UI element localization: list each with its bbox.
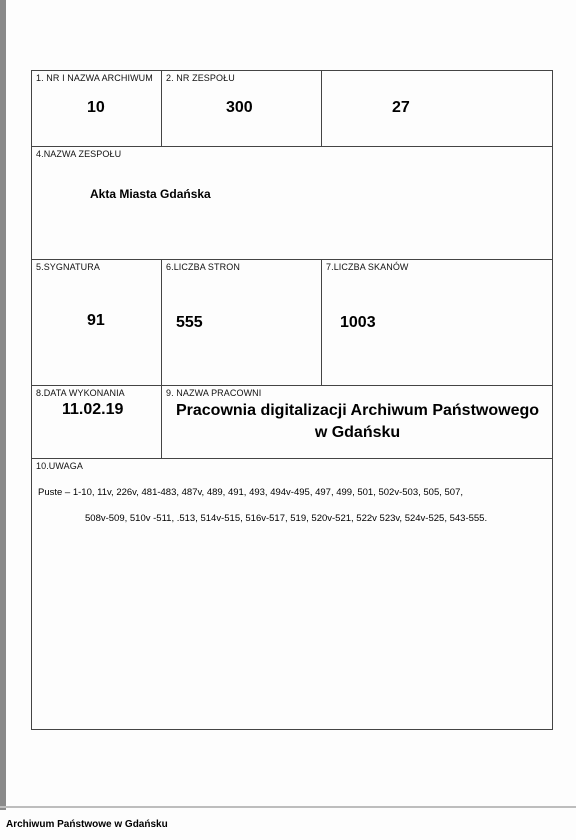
scans-value: 1003 bbox=[340, 314, 376, 331]
fond-number-label: 2. NR ZESPOŁU bbox=[166, 73, 235, 83]
signature-value: 91 bbox=[87, 312, 105, 329]
remarks-line1: Puste – 1-10, 11v, 226v, 481-483, 487v, 489, 491, 493, 494v-495, 497, 499, 501, 502v-503, 505, 507, bbox=[38, 487, 464, 498]
workshop-cell bbox=[162, 386, 553, 459]
date-value: 11.02.19 bbox=[62, 401, 124, 418]
archive-label: 1. NR I NAZWA ARCHIWUM bbox=[36, 73, 153, 83]
fond-name-cell bbox=[32, 147, 553, 260]
workshop-name bbox=[166, 400, 549, 444]
fond-name-label: 4.NAZWA ZESPOŁU bbox=[36, 149, 122, 159]
fond-number-value: 300 bbox=[226, 99, 253, 116]
signature-cell bbox=[32, 260, 162, 386]
metadata-form bbox=[31, 70, 553, 730]
fond-number-extra-cell bbox=[322, 71, 553, 147]
fond-number-cell bbox=[162, 71, 322, 147]
date-cell bbox=[32, 386, 162, 459]
fond-number-extra-value: 27 bbox=[392, 99, 410, 116]
signature-label: 5.SYGNATURA bbox=[36, 262, 100, 272]
pages-value: 555 bbox=[176, 314, 203, 331]
date-label: 8.DATA WYKONANIA bbox=[36, 388, 125, 398]
workshop-name-line1: Pracownia digitalizacji Archiwum Państwowego bbox=[175, 402, 540, 419]
workshop-label: 9. NAZWA PRACOWNI bbox=[166, 388, 262, 398]
scan-edge-bottom bbox=[0, 806, 576, 808]
remarks-line2: 508v-509, 510v -511, .513, 514v-515, 516v-517, 519, 520v-521, 522v 523v, 524v-525, 543-555. bbox=[85, 513, 488, 524]
scans-label: 7.LICZBA SKANÓW bbox=[326, 262, 409, 272]
workshop-name-line2: w Gdańsku bbox=[314, 424, 401, 441]
scan-edge-left bbox=[0, 0, 6, 810]
archive-cell bbox=[32, 71, 162, 147]
remarks-label: 10.UWAGA bbox=[36, 461, 83, 471]
scans-cell bbox=[322, 260, 553, 386]
footer-archive-name: Archiwum Państwowe w Gdańsku bbox=[6, 819, 168, 830]
archive-value: 10 bbox=[87, 99, 105, 116]
pages-label: 6.LICZBA STRON bbox=[166, 262, 240, 272]
pages-cell bbox=[162, 260, 322, 386]
fond-name-value: Akta Miasta Gdańska bbox=[90, 187, 211, 201]
remarks-cell bbox=[32, 459, 553, 729]
